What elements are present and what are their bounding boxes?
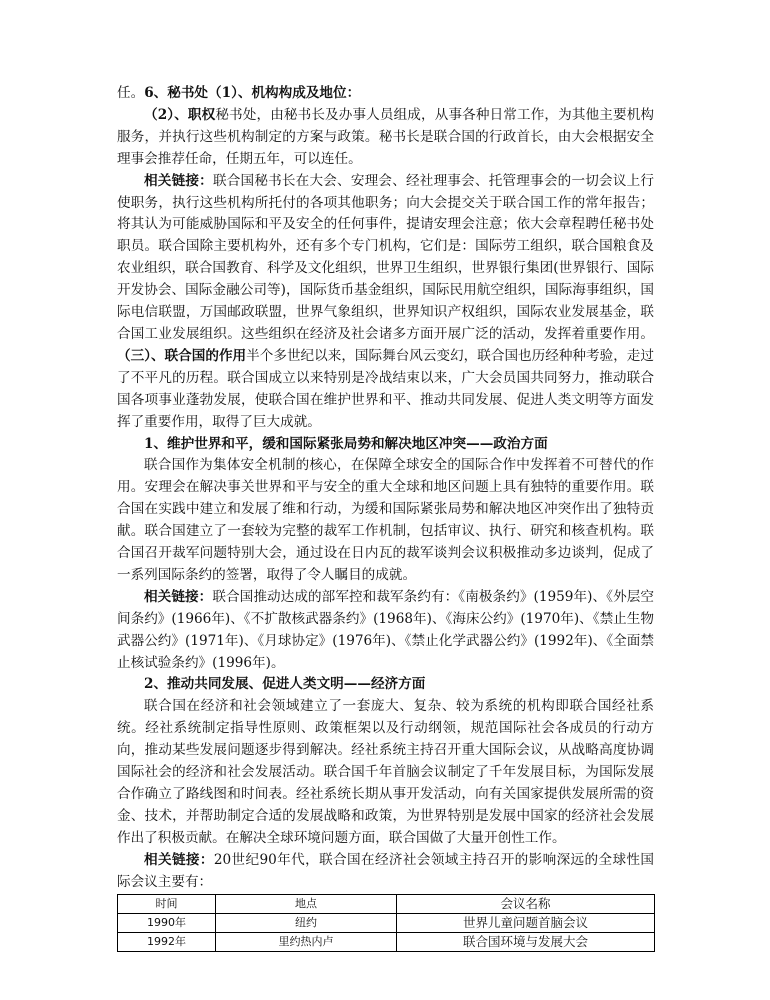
- paragraph-political: 联合国作为集体安全机制的核心，在保障全球安全的国际合作中发挥着不可替代的作用。安理会在解决事关世界和平与安全的重大全球和地区问题上具有独特的重要作用。联合国在实践中建立和发展了维和行动，为缓和国际紧张局势和解决地区冲突作出了独特贡献。联合国建立了一套较为完整的裁军工作机制，包括审议、执行、研究和核查机构。联合国召开裁军问题特别大会，通过设在日内瓦的裁军谈判会议积极推动多边谈判，促成了一系列国际条约的签署，取得了令人瞩目的成就。: [117, 457, 654, 583]
- paragraph-text-2: 半个多世纪以来，国际舞台风云变幻，联合国也历经种种考验，走过了不平凡的历程。联合国成立以来特别是冷战结束以来，广大会员国共同努力，推动联合国各项事业蓬勃发展，使联合国在维护世界和平、推动共同发展、促进人类文明等方面发挥了重要作用，取得了巨大成就。: [117, 347, 655, 430]
- heading-economic: 2、推动共同发展、促进人类文明——经济方面: [144, 676, 426, 693]
- cell-location: 纽约: [216, 913, 397, 932]
- paragraph-text: 秘书处，由秘书长及办事人员组成，从事各种日常工作，为其他主要机构服务，并执行这些机构制定的方案与政策。秘书长是联合国的行政首长，由大会根据安全理事会推荐任命，任期五年，可以连任。: [117, 106, 654, 167]
- paragraph-related-link-3: [117, 850, 654, 894]
- cell-conference: 联合国环境与发展大会: [397, 932, 655, 951]
- cell-location: 里约热内卢: [216, 932, 397, 951]
- paragraph-economic: 联合国在经济和社会领域建立了一套庞大、复杂、较为系统的机构即联合国经社系统。经社系统制定指导性原则、政策框架以及行动纲领，规范国际社会各成员的行动方向，推动某些发展问题逐步得到解决。经社系统主持召开重大国际会议，从战略高度协调国际社会的经济和社会发展活动。联合国千年首脑会议制定了千年发展目标，为国际发展合作确立了路线图和时间表。经社系统长期从事开发活动，向有关国家提供发展所需的资金、技术，并帮助制定合适的发展战略和政策，为世界特别是发展中国家的经济社会发展作出了积极贡献。在解决全球环境问题方面，联合国做了大量开创性工作。: [117, 698, 654, 846]
- header-location: 地点: [216, 894, 397, 913]
- section-heading-role: （三）、联合国的作用: [117, 347, 247, 364]
- bold-label: 相关链接：: [144, 851, 214, 868]
- bold-label: （2）、职权: [144, 106, 216, 123]
- document-page: [117, 83, 654, 952]
- table-row: [118, 913, 655, 932]
- heading-political: 1、维护世界和平，缓和国际紧张局势和解决地区冲突——政治方面: [144, 435, 548, 452]
- paragraph-related-link-2: [117, 587, 654, 675]
- table-row: [118, 932, 655, 951]
- cell-time: 1990年: [118, 913, 216, 932]
- paragraph-text: 联合国秘书长在大会、安理会、经社理事会、托管理事会的一切会议上行使职务，执行这些机构所托付的各项其他职务；向大会提交关于联合国工作的常年报告；将其认为可能威胁国际和平及安全的任何事件，提请安理会注意；依大会章程聘任秘书处职员。联合国除主要机构外，还有多个专门机构，它们是：国际劳工组织，联合国粮食及农业组织，联合国教育、科学及文化组织，世界卫生组织，世界银行集团(世界银行、国际开发协会、国际金融公司等)，国际货币基金组织，国际民用航空组织，国际海事组织，国际电信联盟，万国邮政联盟，世界气象组织，世界知识产权组织，国际农业发展基金，联合国工业发展组织。这些组织在经济及社会诸多方面开展广泛的活动，发挥着重要作用。: [117, 172, 655, 342]
- header-time: 时间: [118, 894, 216, 913]
- cell-conference: 世界儿童问题首脑会议: [397, 913, 655, 932]
- bold-label: 相关链接：: [144, 588, 213, 605]
- paragraph-related-link-1: [117, 171, 654, 434]
- paragraph-text: 联合国推动达成的部军控和裁军条约有：《南极条约》(1959年)、《外层空间条约》(1966年)、《不扩散核武器条约》(1968年)、《海床公约》(1970年)、《禁止生物武器公约》(1971年)、《月球协定》(1976年)、《禁止化学武器公约》(1992年)、《全面禁止核试验条约》(1996年)。: [117, 588, 655, 671]
- section-heading: 6、秘书处（1）、机构构成及地位：: [144, 85, 361, 101]
- table-header-row: [118, 894, 655, 913]
- cell-time: 1992年: [118, 932, 216, 951]
- header-conference: 会议名称: [397, 894, 655, 913]
- paragraph-text: 20世纪90年代，联合国在经济社会领域主持召开的影响深远的全球性国际会议主要有：: [117, 851, 655, 890]
- conference-table: [117, 894, 655, 952]
- lead-text: 任。: [117, 85, 145, 101]
- paragraph-secretariat-heading: [117, 83, 654, 105]
- paragraph-powers: [117, 105, 654, 171]
- bold-label: 相关链接：: [144, 172, 213, 189]
